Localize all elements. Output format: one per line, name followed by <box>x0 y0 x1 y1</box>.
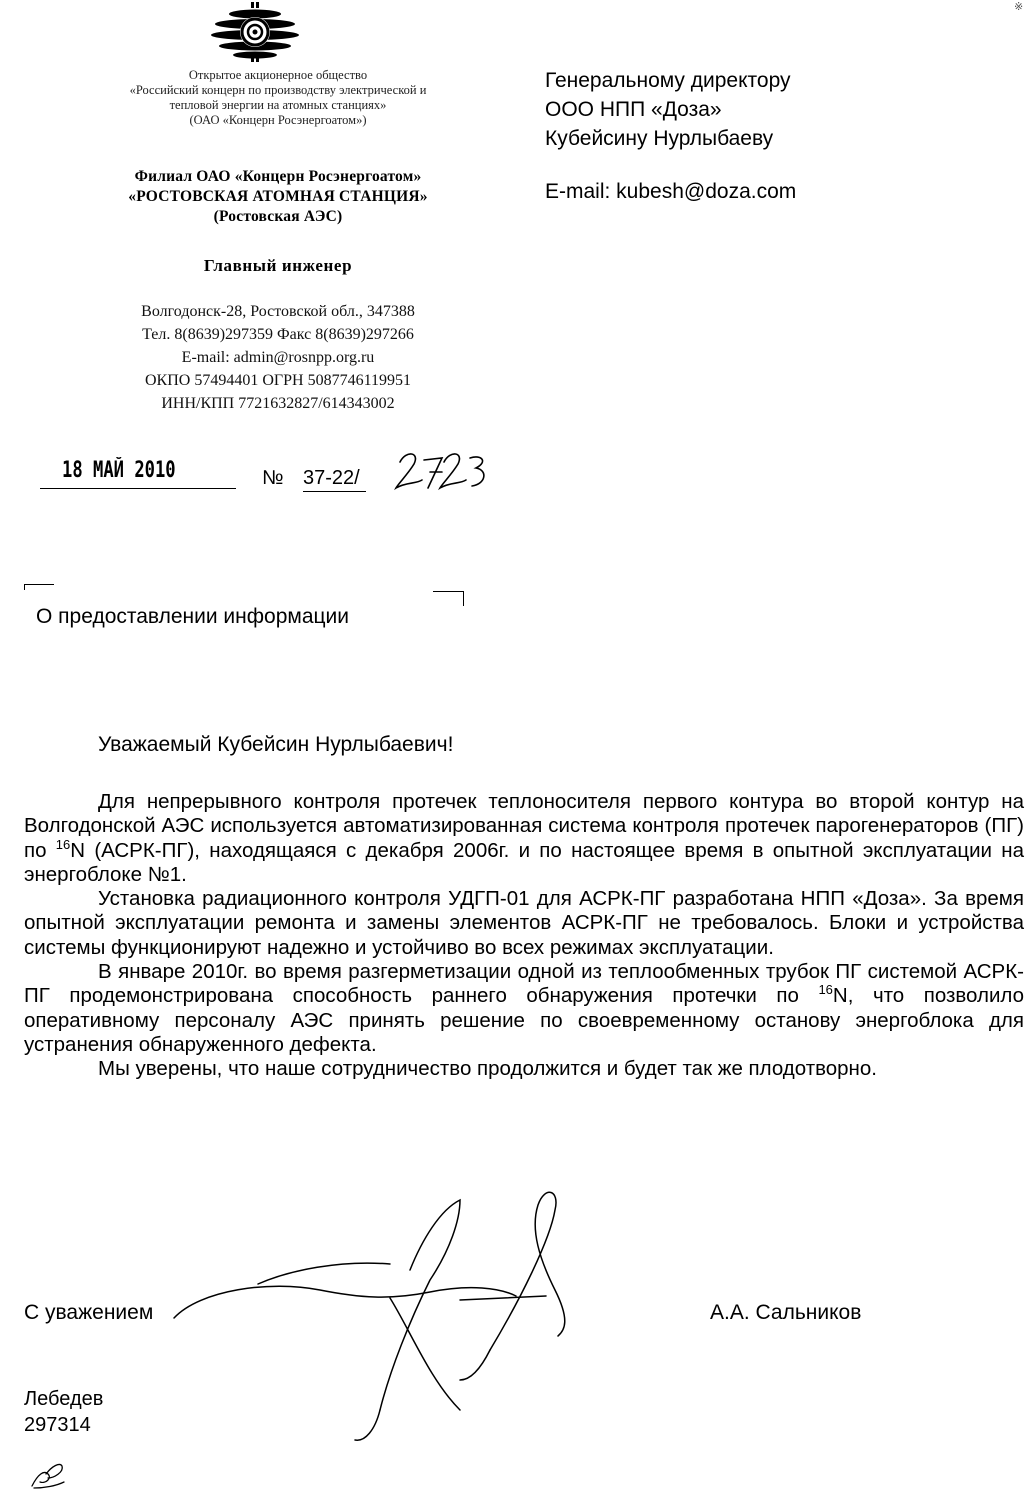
signature-image <box>160 1180 620 1450</box>
text-run: Для непрерывного контроля протечек теплоносителя первого контура во второй контур на Волгодонской АЭС используется автоматизированная система контроля протечек парогенераторов (ПГ) по <box>24 790 1024 862</box>
org-line: Открытое акционерное общество <box>188 68 368 82</box>
subject-bracket-left <box>24 584 54 599</box>
addressee-block <box>545 66 791 153</box>
body-paragraph: Мы уверены, что наше сотрудничество продолжится и будет так же плодотворно. <box>98 1057 877 1081</box>
handwritten-number <box>392 448 492 494</box>
closing-regards: С уважением <box>24 1301 154 1324</box>
letterhead-position: Главный инженер <box>203 256 353 275</box>
text-run: В январе 2010г. во время разгерметизации одной из теплообменных трубок ПГ системой АСРК-ПГ продемонстрирована способность раннего обнаружения протечки по <box>24 960 1024 1008</box>
corner-mark: ※ <box>1014 1 1024 13</box>
org-line: «Российский концерн по производству электрической и <box>129 83 427 97</box>
salutation: Уважаемый Кубейсин Нурлыбаевич! <box>98 733 454 756</box>
text-run: N, что позволило оперативному персоналу АЭС принять решение по своевременному останову энергоблока для устранения обнаруженного дефекта. <box>24 984 1025 1056</box>
branch-line: Филиал ОАО «Концерн Росэнергоатом» <box>134 168 422 185</box>
company-logo <box>205 2 305 62</box>
handwritten-initials <box>28 1452 70 1490</box>
addressee-line: Кубейсину Нурлыбаеву <box>545 127 774 150</box>
contact-line: ИНН/КПП 7721632827/614343002 <box>161 395 395 412</box>
org-line: (ОАО «Концерн Росэнергоатом») <box>189 113 367 127</box>
letter-subject: О предоставлении информации <box>36 605 350 628</box>
body-paragraph: Установка радиационного контроля УДГП-01 для АСРК-ПГ разработана НПП «Доза». За время опытной эксплуатации ремонта и замены элементов АСРК-ПГ не требовалось. Блоки и устройства системы функционируют надежно и устойчиво во всех режимах эксплуатации. <box>24 887 1024 959</box>
subject-bracket-right <box>433 591 464 606</box>
branch-line: (Ростовская АЭС) <box>213 208 343 225</box>
contact-line: Волгодонск-28, Ростовской обл., 347388 <box>141 303 415 320</box>
letterhead-branch <box>50 167 506 227</box>
addressee-email: E-mail: kubesh@doza.com <box>545 180 797 203</box>
contact-line: ОКПО 57494401 ОГРН 5087746119951 <box>145 372 411 389</box>
branch-line: «РОСТОВСКАЯ АТОМНАЯ СТАНЦИЯ» <box>128 188 428 205</box>
executor-block <box>24 1386 103 1438</box>
letterhead-contacts <box>50 300 506 415</box>
signer-name: А.А. Сальников <box>710 1301 862 1324</box>
body-paragraph <box>24 790 1024 887</box>
letterhead-organization <box>50 68 506 128</box>
date-stamp: 18 МАЙ 2010 <box>62 458 176 483</box>
contact-line: E-mail: admin@rosnpp.org.ru <box>181 349 375 366</box>
superscript: 16 <box>818 982 833 998</box>
executor-phone: 297314 <box>24 1414 91 1436</box>
text-run: N (АСРК-ПГ), находящаяся с декабря 2006г. и по настоящее время в опытной эксплуатации на энергоблоке №1. <box>24 838 1024 886</box>
addressee-line: ООО НПП «Доза» <box>545 98 722 121</box>
letter-body <box>24 790 1024 1082</box>
body-paragraph <box>24 960 1024 1057</box>
org-line: тепловой энергии на атомных станциях» <box>169 98 387 112</box>
number-label: № <box>262 467 284 489</box>
contact-line: Тел. 8(8639)297359 Факс 8(8639)297266 <box>142 326 414 343</box>
addressee-line: Генеральному директору <box>545 69 791 92</box>
superscript: 16 <box>55 836 71 852</box>
number-value: 37-22/ <box>303 467 366 492</box>
executor-name: Лебедев <box>24 1388 104 1410</box>
date-underline <box>40 488 236 489</box>
subject-bracket-left-tick <box>24 584 25 590</box>
